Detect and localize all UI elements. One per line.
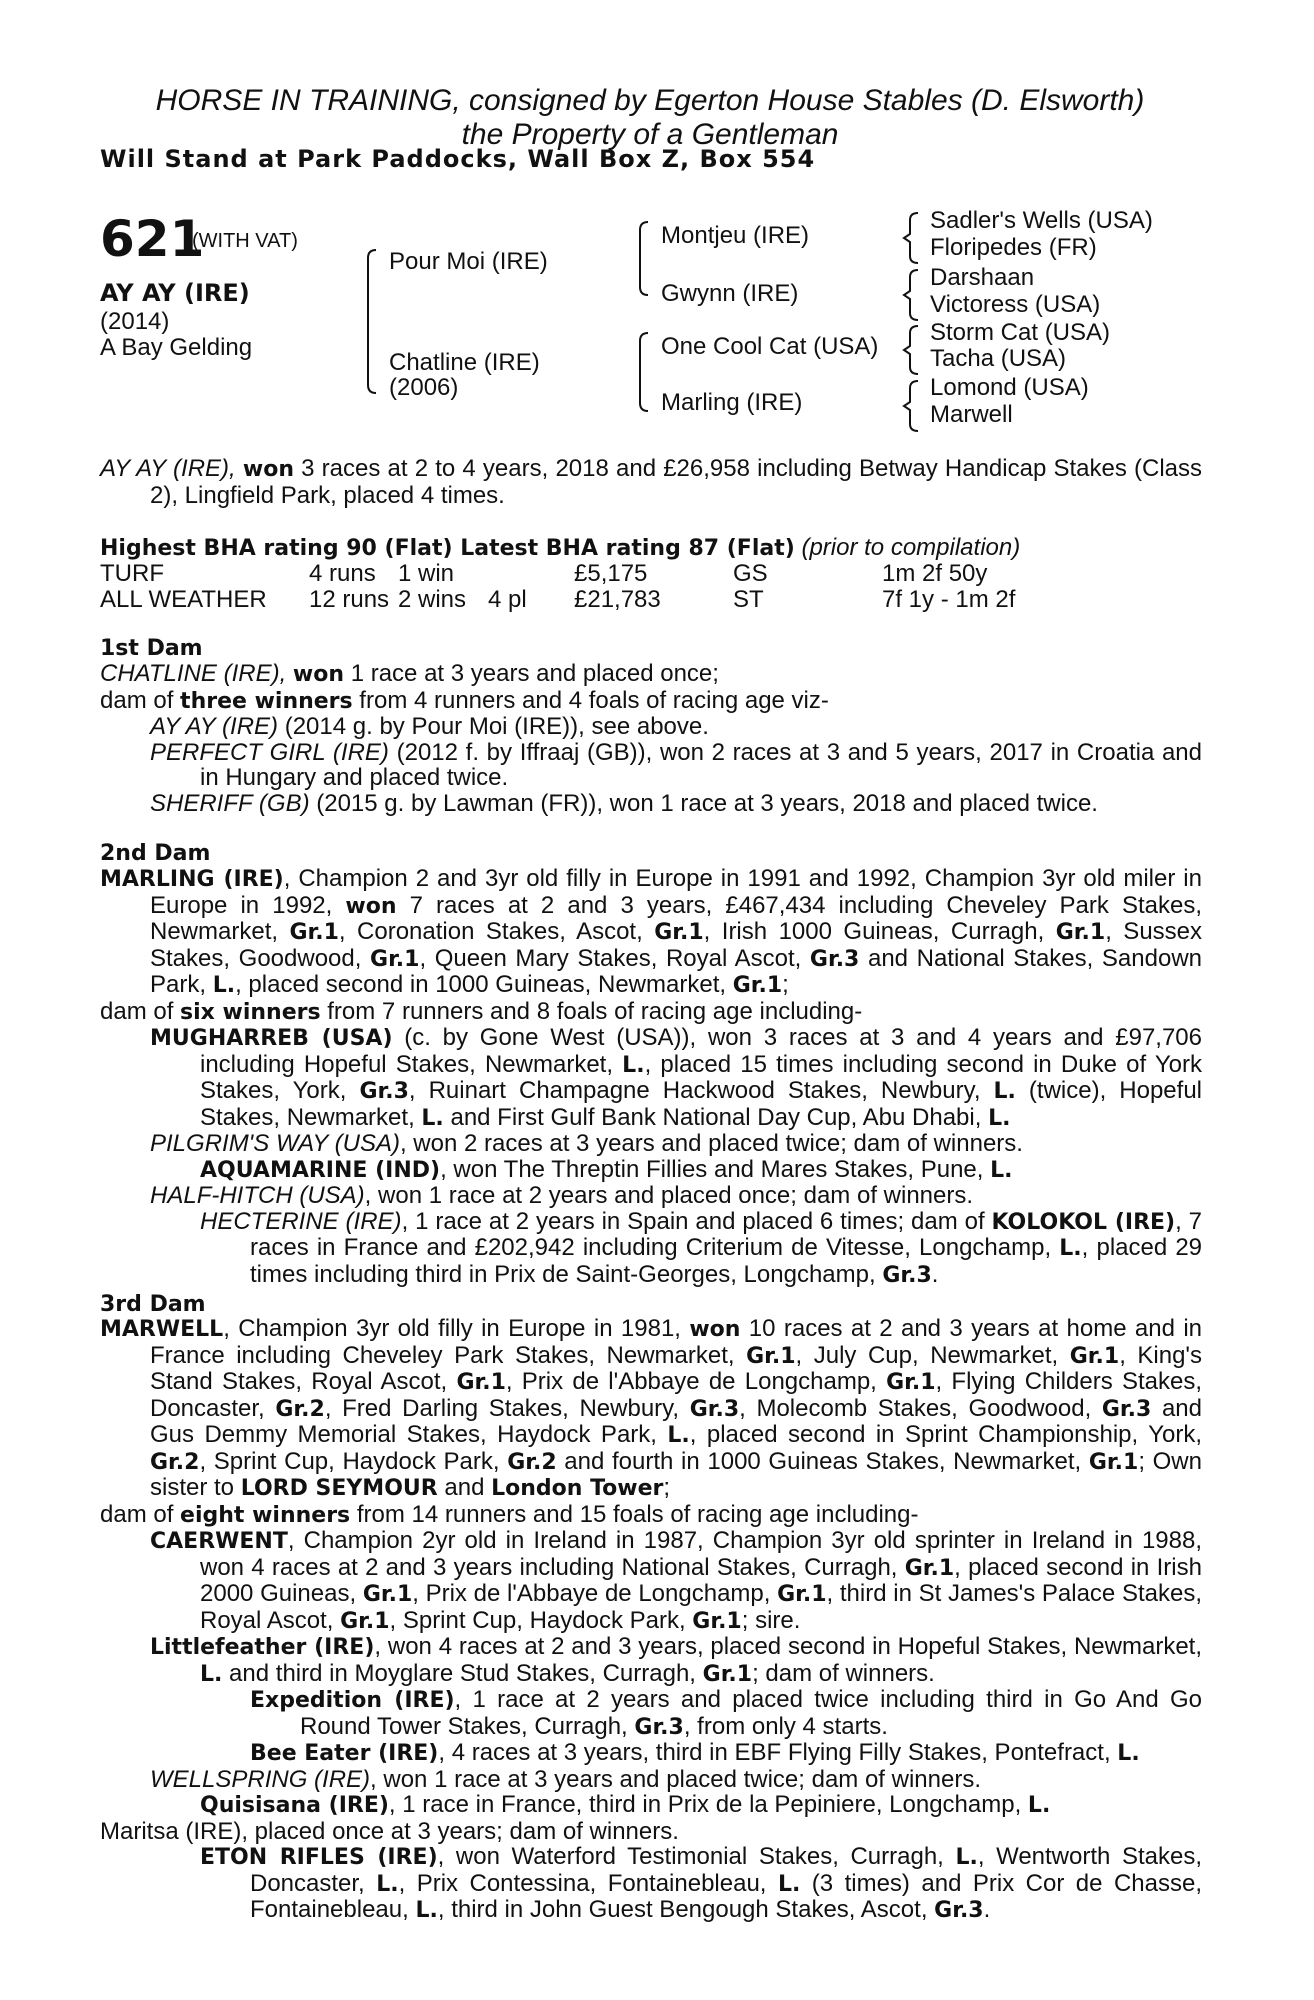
section-2nd-dam: 2nd Dam [100,841,211,866]
table-cell-wins: 2 wins [398,586,467,613]
horse-description: A Bay Gelding [100,334,253,361]
horse-name: AY AY (IRE) [100,279,250,307]
pedigree-gen3-8: Marwell [930,401,1013,428]
table-cell-wins: 1 win [398,560,455,587]
header-location: Will Stand at Park Paddocks, Wall Box Z, Box 554 [100,145,816,173]
table-cell-surface: TURF [100,560,164,587]
table-cell-distance: 7f 1y - 1m 2f [882,586,1016,613]
header-property: the Property of a Gentleman [461,118,839,151]
table-cell-prize: £5,175 [574,560,648,587]
pedigree-dam: Chatline (IRE) [389,349,540,376]
table-cell-surface: ALL WEATHER [100,586,267,613]
bracket-sire [640,222,648,295]
pedigree-gen3-2: Floripedes (FR) [930,234,1097,261]
table-cell-distance: 1m 2f 50y [882,560,988,587]
bracket-sire-dam [368,250,376,393]
pedigree-gen2-1: Montjeu (IRE) [661,222,810,249]
table-cell-going: GS [733,560,768,587]
pedigree-gen3-5: Storm Cat (USA) [930,319,1111,346]
rating-note: (prior to compilation) [801,534,1021,561]
horse-year: (2014) [100,308,170,335]
table-cell-prize: £21,783 [574,586,661,613]
rating-line [100,535,1202,562]
section-1st-dam: 1st Dam [100,636,203,661]
pedigree-gen3-1: Sadler's Wells (USA) [930,207,1153,234]
second-dam-block: MARLING (IRE), Champion 2 and 3yr old filly in Europe in 1991 and 1992, Champion 3yr old miler in Europe in 1992, won 7 races at 2 and 3 years, £467,434 including Cheveley Park Stakes, Newmarket, Gr.1, Coronation Stakes, Ascot, Gr.1, Irish 1000 Guineas, Curragh, Gr.1, Sussex Stakes, Goodwood, Gr.1, Queen Mary Stakes, Royal Ascot, Gr.3 and National Stakes, Sandown Park, L., placed second in 1000 Guineas, Newmarket, Gr.1; dam of six winners from 7 runners and 8 foals of racing age including- MUGHARREB (USA) (c. by Gone West (USA)), won 3 races at 3 and 4 years and £97,706 including Hopeful Stakes, Newmarket, L., placed 15 times including second in Duke of York Stakes, York, Gr.3, Ruinart Champagne Hackwood Stakes, Newbury, L. (twice), Hopeful Stakes, Newmarket, L. and First Gulf Bank National Day Cup, Abu Dhabi, L. PILGRIM'S WAY (USA), won 2 races at 3 years and placed twice; dam of winners. AQUAMARINE (IND), won The Threptin Fillies and Mares Stakes, Pune, L. HALF-HITCH (USA), won 1 race at 2 years and placed once; dam of winners. HECTERINE (IRE), 1 race at 2 years in Spain and placed 6 times; dam of KOLOKOL (IRE), 7 races in France and £202,942 including Criterium de Vitesse, Longchamp, L., placed 29 times including third in Prix de Saint-Georges, Longchamp, Gr.3. [100,865,1203,1288]
pedigree-gen2-3: One Cool Cat (USA) [661,333,879,360]
bracket-dam [640,333,648,411]
rating-highest: Highest BHA rating 90 (Flat) Latest BHA rating 87 (Flat) [100,536,795,561]
table-cell-runs: 12 runs [309,586,390,613]
header-consignor: HORSE IN TRAINING, consigned by Egerton House Stables (D. Elsworth) [155,84,1145,117]
lot-number: 621 [100,210,205,268]
section-3rd-dam: 3rd Dam [100,1292,206,1317]
pedigree-gen3-6: Tacha (USA) [930,345,1067,372]
pedigree-gen2-2: Gwynn (IRE) [661,280,799,307]
pedigree-gen3-4: Victoress (USA) [930,291,1101,318]
summary-horse-name: AY AY (IRE) [100,455,230,482]
bracket-g3-2 [904,270,918,320]
bracket-g3-1 [904,213,918,263]
table-cell-going: ST [733,586,764,613]
pedigree-sire: Pour Moi (IRE) [389,248,548,275]
vat-note: (WITH VAT) [192,230,298,252]
pedigree-dam-year: (2006) [389,374,459,401]
pedigree-gen3-3: Darshaan [930,264,1035,291]
pedigree-gen3-7: Lomond (USA) [930,374,1089,401]
bracket-g3-3 [904,326,918,374]
table-cell-placed: 4 pl [488,586,527,613]
first-dam-block: CHATLINE (IRE), won 1 race at 3 years and placed once; dam of three winners from 4 runners and 4 foals of racing age viz- AY AY (IRE) (2014 g. by Pour Moi (IRE)), see above. PERFECT GIRL (IRE) (2012 f. by Iffraaj (GB)), won 2 races at 3 and 5 years, 2017 in Croatia and in Hungary and placed twice. SHERIFF (GB) (2015 g. by Lawman (FR)), won 1 race at 3 years, 2018 and placed twice. [100,660,1203,817]
pedigree-gen2-4: Marling (IRE) [661,389,803,416]
bracket-g3-4 [904,381,918,431]
table-cell-runs: 4 runs [309,560,376,587]
race-summary: AY AY (IRE), won 3 races at 2 to 4 years, 2018 and £26,958 including Betway Handicap Stakes (Class 2), Lingfield Park, placed 4 times. [100,455,1202,509]
third-dam-block: MARWELL, Champion 3yr old filly in Europe in 1981, won 10 races at 2 and 3 years at home and in France including Cheveley Park Stakes, Newmarket, Gr.1, July Cup, Newmarket, Gr.1, King's Stand Stakes, Royal Ascot, Gr.1, Prix de l'Abbaye de Longchamp, Gr.1, Flying Childers Stakes, Doncaster, Gr.2, Fred Darling Stakes, Newbury, Gr.3, Molecomb Stakes, Goodwood, Gr.3 and Gus Demmy Memorial Stakes, Haydock Park, L., placed second in Sprint Championship, York, Gr.2, Sprint Cup, Haydock Park, Gr.2 and fourth in 1000 Guineas Stakes, Newmarket, Gr.1; Own sister to LORD SEYMOUR and London Tower; dam of eight winners from 14 runners and 15 foals of racing age including- CAERWENT, Champion 2yr old in Ireland in 1987, Champion 3yr old sprinter in Ireland in 1988, won 4 races at 2 and 3 years including National Stakes, Curragh, Gr.1, placed second in Irish 2000 Guineas, Gr.1, Prix de l'Abbaye de Longchamp, Gr.1, third in St James's Palace Stakes, Royal Ascot, Gr.1, Sprint Cup, Haydock Park, Gr.1; sire. Littlefeather (IRE), won 4 races at 2 and 3 years, placed second in Hopeful Stakes, Newmarket, L. and third in Moyglare Stud Stakes, Curragh, Gr.1; dam of winners. Expedition (IRE), 1 race at 2 years and placed twice including third in Go And Go Round Tower Stakes, Curragh, Gr.3, from only 4 starts. Bee Eater (IRE), 4 races at 3 years, third in EBF Flying Filly Stakes, Pontefract, L. WELLSPRING (IRE), won 1 race at 3 years and placed twice; dam of winners. Quisisana (IRE), 1 race in France, third in Prix de la Pepiniere, Longchamp, L. Maritsa (IRE), placed once at 3 years; dam of winners. ETON RIFLES (IRE), won Waterford Testimonial Stakes, Curragh, L., Wentworth Stakes, Doncaster, L., Prix Contessina, Fontainebleau, L. (3 times) and Prix Cor de Chasse, Fontainebleau, L., third in John Guest Bengough Stakes, Ascot, Gr.3. [100,1315,1203,1923]
